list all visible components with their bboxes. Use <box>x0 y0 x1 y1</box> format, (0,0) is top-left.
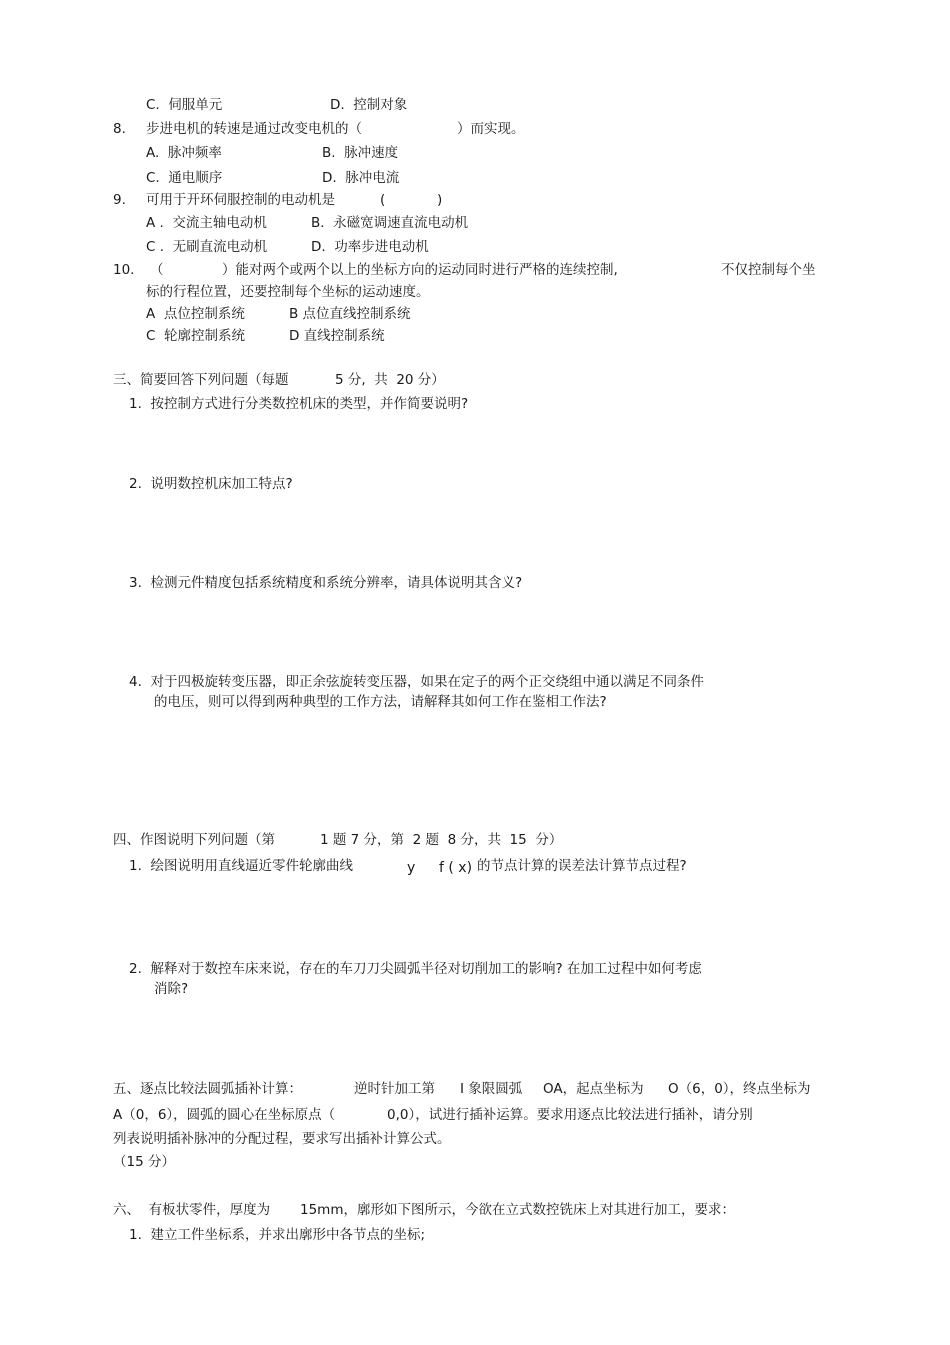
section6-title-end: 15mm，廓形如下图所示，今欲在立式数控铣床上对其进行加工，要求： <box>300 1202 735 1218</box>
section6-title-start: 六、 有板状零件，厚度为 <box>113 1202 271 1218</box>
q9-stem: 可用于开环伺服控制的电动机是 <box>146 192 335 208</box>
q10-stem-start: ）能对两个或两个以上的坐标方向的运动同时进行严格的连续控制, <box>222 262 618 278</box>
section4-question-2-line2: 消除? <box>154 981 189 997</box>
q8-number: 8. <box>113 121 126 137</box>
q10-number: 10. <box>113 262 135 278</box>
q9-paren-close: ) <box>437 192 443 208</box>
q9-option-c: C . 无刷直流电动机 <box>146 239 268 255</box>
section5-text-1: 逆时针加工第 <box>354 1081 435 1097</box>
q10-paren-open: （ <box>150 262 164 278</box>
section4-title-start: 四、作图说明下列问题（第 <box>113 832 275 848</box>
section4-question-1-end: 的节点计算的误差法计算节点过程? <box>477 858 687 874</box>
section3-title-end: 5 分, 共 20 分） <box>335 372 445 388</box>
q10-stem-end: 标的行程位置，还要控制每个坐标的运动速度。 <box>146 284 430 300</box>
q8-option-a: A. 脉冲频率 <box>146 145 222 161</box>
section5-text-3: OA，起点坐标为 <box>543 1081 644 1097</box>
section5-line2-end: 0,0），试进行插补运算。要求用逐点比较法进行插补，请分别 <box>387 1107 753 1123</box>
q7-option-c: C. 伺服单元 <box>146 97 223 113</box>
q8-option-c: C. 通电顺序 <box>146 170 223 186</box>
section4-formula-y: y <box>407 860 416 876</box>
section5-line2-start: A（0，6），圆弧的圆心在坐标原点（ <box>113 1107 336 1123</box>
section3-question-4-line2: 的电压，则可以得到两种典型的工作方法，请解释其如何工作在鉴相工作法? <box>154 694 607 710</box>
section6-question-1: 1. 建立工件坐标系，并求出廓形中各节点的坐标; <box>129 1227 426 1243</box>
q8-stem-start: 步进电机的转速是通过改变电机的（ <box>146 121 362 137</box>
section3-title-start: 三、简要回答下列问题（每题 <box>113 372 289 388</box>
q10-option-d: D 直线控制系统 <box>289 328 385 344</box>
section5-title: 五、逐点比较法圆弧插补计算： <box>113 1081 302 1097</box>
q8-option-d: D. 脉冲电流 <box>322 170 400 186</box>
q10-option-b: B 点位直线控制系统 <box>289 306 411 322</box>
q7-option-d: D. 控制对象 <box>330 97 408 113</box>
q10-option-c: C 轮廓控制系统 <box>146 328 246 344</box>
q8-option-b: B. 脉冲速度 <box>322 145 399 161</box>
q8-stem-end: ）而实现。 <box>457 121 525 137</box>
section3-question-3: 3. 检测元件精度包括系统精度和系统分辨率，请具体说明其含义? <box>129 575 523 591</box>
q9-paren-open: ( <box>380 192 386 208</box>
section5-score: （15 分） <box>113 1154 175 1170</box>
section5-text-2: Ⅰ 象限圆弧 <box>460 1081 523 1097</box>
q9-option-d: D. 功率步进电动机 <box>311 239 429 255</box>
section3-question-2: 2. 说明数控机床加工特点? <box>129 476 293 492</box>
q9-option-a: A . 交流主轴电动机 <box>146 215 267 231</box>
section3-question-1: 1. 按控制方式进行分类数控机床的类型，并作简要说明? <box>129 396 469 412</box>
q10-option-a: A 点位控制系统 <box>146 306 245 322</box>
q9-option-b: B. 永磁宽调速直流电动机 <box>311 215 469 231</box>
section5-text-4: O（6，0），终点坐标为 <box>668 1081 811 1097</box>
q9-number: 9. <box>113 192 126 208</box>
section5-line3: 列表说明插补脉冲的分配过程，要求写出插补计算公式。 <box>113 1131 451 1147</box>
section4-title-end: 1 题 7 分，第 2 题 8 分，共 15 分） <box>320 832 563 848</box>
section4-question-1-start: 1. 绘图说明用直线逼近零件轮廓曲线 <box>129 858 353 874</box>
q10-stem-middle: 不仅控制每个坐 <box>721 262 816 278</box>
section4-formula-fx: f ( x) <box>439 860 473 876</box>
section4-question-2-line1: 2. 解释对于数控车床来说，存在的车刀刀尖圆弧半径对切削加工的影响? 在加工过程中如何考虑 <box>129 961 702 977</box>
section3-question-4-line1: 4. 对于四极旋转变压器，即正余弦旋转变压器，如果在定子的两个正交绕组中通以满足不同条件 <box>129 674 704 690</box>
